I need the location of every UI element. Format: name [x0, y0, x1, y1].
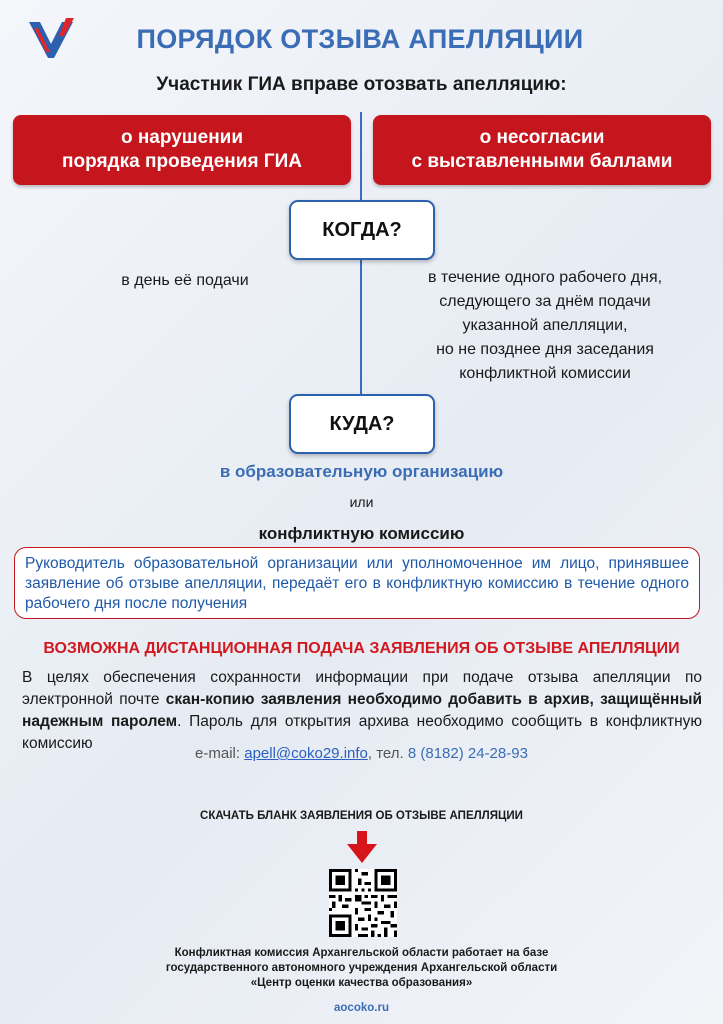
when-right-line: конфликтной комиссии: [459, 365, 631, 382]
when-right-line: указанной апелляции,: [462, 317, 628, 334]
page-subtitle: Участник ГИА вправе отозвать апелляцию:: [156, 74, 567, 95]
when-right-line: но не позднее дня заседания: [436, 341, 654, 358]
when-question-box: [289, 200, 435, 260]
page-title: ПОРЯДОК ОТЗЫВА АПЕЛЛЯЦИИ: [136, 24, 584, 54]
contact-line: [0, 745, 723, 762]
footer-line: государственного автономного учреждения Архангельской области: [165, 962, 558, 974]
when-left-text: в день её подачи: [121, 272, 249, 289]
appeal-type-violation-line2: порядка проведения ГИА: [62, 151, 302, 172]
phone-number: 8 (8182) 24-28-93: [407, 745, 528, 762]
appeal-type-disagreement-box: [373, 115, 711, 185]
where-question-box: [289, 394, 435, 454]
footer-info: [0, 946, 723, 991]
appeal-type-violation-line1: о нарушении: [120, 127, 244, 148]
when-label: КОГДА?: [322, 218, 402, 241]
remote-text-bold: скан-копию заявления необходимо добавить в архив, защищённый надежным паролем: [22, 691, 703, 730]
transfer-note-text: Руководитель образовательной организации или уполномоченное им лицо, принявшее заявление об отзыве апелляции, передаёт его в конфликтную комиссию в течение одного рабочего дня после получения: [25, 555, 689, 612]
where-option-organization: в образовательную организацию: [219, 462, 504, 481]
remote-text-part1: В целях обеспечения сохранности информации при подаче отзыва апелляции по электронной почте: [22, 669, 702, 708]
appeal-type-disagreement-line1: о несогласии: [479, 127, 605, 148]
when-right-line: в течение одного рабочего дня,: [427, 269, 663, 286]
footer-line: «Центр оценки качества образования»: [250, 977, 473, 989]
remote-text-part2: . Пароль для открытия архива необходимо сообщить в конфликтную комиссию: [22, 713, 702, 752]
appeal-type-violation-box: [13, 115, 351, 185]
arrow-down-icon: [347, 831, 377, 863]
email-link[interactable]: apell@coko29.info: [244, 745, 368, 762]
download-form-label[interactable]: СКАЧАТЬ БЛАНК ЗАЯВЛЕНИЯ ОБ ОТЗЫВЕ АПЕЛЛЯЦИИ: [200, 810, 523, 822]
remote-submission-paragraph: [22, 667, 702, 755]
when-right-line: следующего за днём подачи: [439, 293, 651, 310]
appeal-type-disagreement-line2: с выставленными баллами: [411, 151, 673, 172]
footer-line: Конфликтная комиссия Архангельской области работает на базе: [174, 947, 549, 959]
checkmark-v-logo-icon: [26, 14, 76, 64]
qr-code-icon[interactable]: [329, 869, 397, 937]
transfer-note-box: [14, 547, 700, 619]
site-link[interactable]: aocoko.ru: [334, 1002, 389, 1014]
phone-prefix: , тел.: [367, 745, 408, 762]
email-prefix: e-mail:: [195, 745, 245, 762]
where-option-commission: конфликтную комиссию: [258, 524, 465, 543]
when-right-text: [380, 266, 710, 386]
where-or: или: [349, 494, 374, 510]
remote-submission-heading: ВОЗМОЖНА ДИСТАНЦИОННАЯ ПОДАЧА ЗАЯВЛЕНИЯ ОБ ОТЗЫВЕ АПЕЛЛЯЦИИ: [43, 640, 680, 657]
where-label: КУДА?: [329, 412, 395, 435]
